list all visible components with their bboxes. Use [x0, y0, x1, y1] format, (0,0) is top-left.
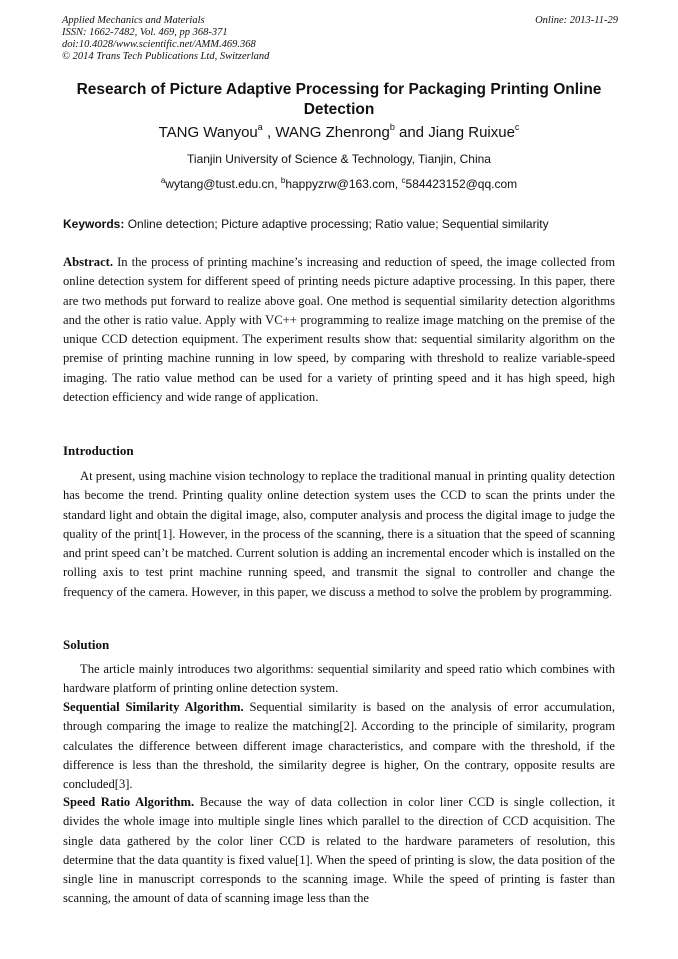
- author-emails: [40, 176, 638, 192]
- ssa-label: Sequential Similarity Algorithm.: [63, 700, 244, 714]
- speed-ratio-paragraph: [63, 793, 615, 909]
- journal-header: [62, 15, 618, 63]
- paper-title: [40, 80, 638, 120]
- author-3-sup: c: [514, 122, 520, 132]
- email-2-sup: b: [280, 176, 286, 185]
- introduction-paragraph: At present, using machine vision technology to replace the traditional manual in printing quality detection has become the trend. Printing quality online detection system uses the CCD to scan the prints under the standard light and obtain the digital image, also, computer analysis and process the digital image to judge the quality of the print[1]. However, in the process of the scanning, there is a situation that the speed of scanning and print speed can’t be matched. Current solution is adding an incremental encoder which is installed on the rolling axis to test print machine running speed, and transmit the signal to controller and change the frequency of the camera. However, in this paper, we discuss a method to solve the problem by programming.: [63, 469, 615, 599]
- abstract-text: In the process of printing machine’s increasing and reduction of speed, the image collected from online detection system for different speed of printing needs picture adaptive processing. In this paper, there are two methods put forward to realize above goal. One method is sequential similarity detection algorithms and the other is ratio value. Apply with VC++ programming to realize image matching on the premise of the unique CCD detection equipment. The experiment results show that: sequential similarity algorithm on the premise of printing machine running in low speed, by comparing with threshold to realize variable-speed imaging. The ratio value method can be used for a variety of printing speed and it has high speed, high detection efficiency and wide range of application.: [63, 255, 615, 405]
- abstract-label: Abstract.: [63, 255, 114, 269]
- keywords: [63, 216, 615, 232]
- author-sep-1: ,: [262, 124, 276, 141]
- email-2: happyzrw@163.com,: [285, 177, 402, 191]
- online-date: Online: 2013-11-29: [535, 15, 618, 26]
- affiliation: Tianjin University of Science & Technology, Tianjin, China: [187, 152, 491, 166]
- author-list: [40, 122, 638, 144]
- email-1-sup: a: [160, 176, 166, 185]
- sra-label: Speed Ratio Algorithm.: [63, 795, 195, 809]
- journal-name: Applied Mechanics and Materials: [62, 15, 205, 26]
- title-line-2: Detection: [303, 101, 375, 118]
- keywords-label: Keywords:: [63, 217, 125, 231]
- introduction-heading: Introduction: [63, 443, 134, 458]
- email-1: wytang@tust.edu.cn,: [165, 177, 281, 191]
- author-2-sup: b: [389, 122, 395, 132]
- ssa-text: Sequential similarity is based on the analysis of error accumulation, through comparing the image to realize the matching[2]. According to the principle of similarity, program calculates the difference between different image characteristics, and compare with the threshold, if the difference is less than the threshold, the similarity degree is higher, On the contrary, opposite results are concluded[3].: [63, 700, 615, 792]
- email-3-sup: c: [401, 176, 406, 185]
- author-3: Jiang Ruixue: [428, 124, 515, 141]
- abstract-paragraph: [63, 253, 615, 407]
- author-1: TANG Wanyou: [158, 124, 258, 141]
- email-3: 584423152@qq.com: [405, 177, 518, 191]
- keywords-text: Online detection; Picture adaptive processing; Ratio value; Sequential similarity: [124, 217, 549, 231]
- author-sep-2: and: [394, 124, 429, 141]
- copyright-line: © 2014 Trans Tech Publications Ltd, Switzerland: [62, 51, 270, 62]
- issn-line: ISSN: 1662-7482, Vol. 469, pp 368-371: [62, 27, 228, 38]
- sra-text: Because the way of data collection in color liner CCD is single collection, it divides the whole image into multiple single lines which parallel to the direction of CCD acquisition. The single data gathered by the color liner CCD is related to the hardware parameters of resolution, this determine that the data quantity is fixed value[1]. When the speed of printing is slow, the data position of the single line in manuscript corresponds to the scanning image. While the speed of printing is faster than scanning, the amount of data of scanning image less than the: [63, 795, 615, 906]
- author-2: WANG Zhenrong: [275, 124, 390, 141]
- sequential-similarity-paragraph: [63, 698, 615, 794]
- solution-heading: Solution: [63, 637, 110, 652]
- doi-line: doi:10.4028/www.scientific.net/AMM.469.368: [62, 39, 256, 50]
- title-line-1: Research of Picture Adaptive Processing for Packaging Printing Online: [76, 81, 602, 98]
- solution-paragraph: The article mainly introduces two algorithms: sequential similarity and speed ratio which combines with hardware platform of printing online detection system.: [63, 662, 615, 696]
- author-1-sup: a: [257, 122, 263, 132]
